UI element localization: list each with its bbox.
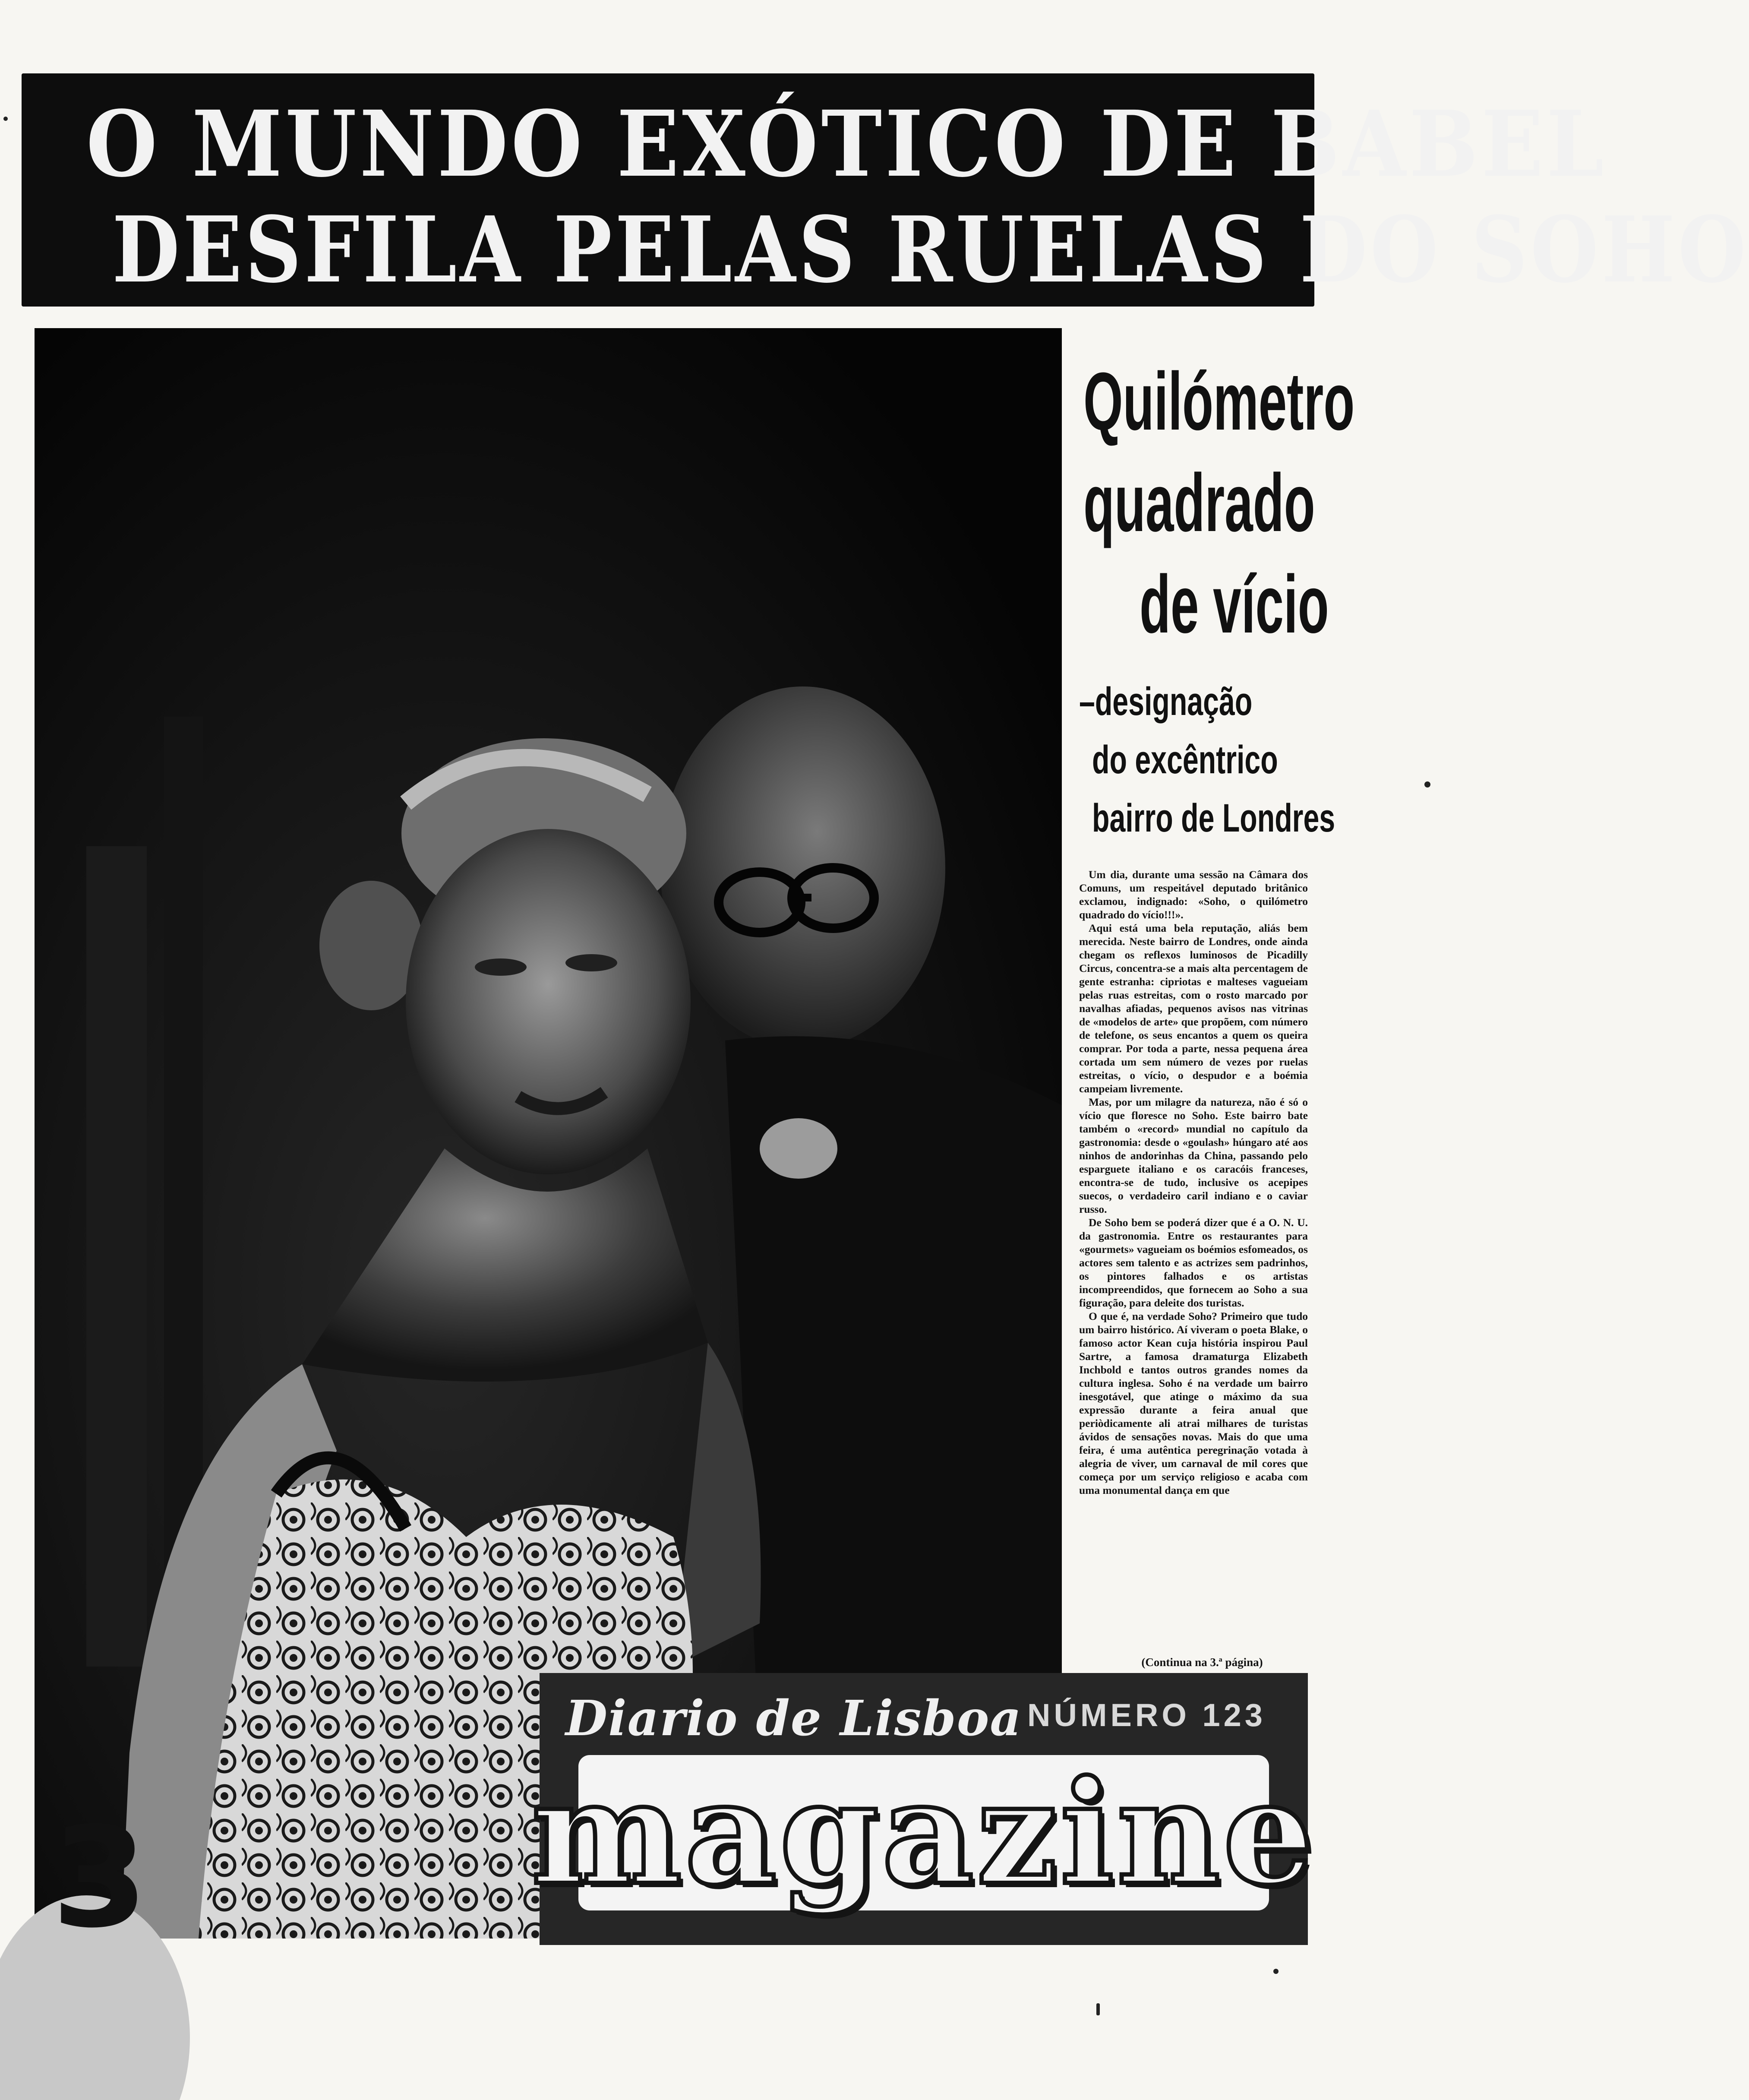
article-paragraph: De Soho bem se poderá dizer que é a O. N. U. da gastronomia. Entre os restaurantes para «gourmets» vagueiam os boémios esfomeados, os actores sem talento e as actrizes sem padrinhos, os pintores falhados e os artistas incompreendidos, que fornecem ao Soho a sua figuração, para deleite dos turistas. [1079, 1216, 1308, 1309]
article-body [1079, 868, 1308, 1497]
subheadline-line-1: Quilómetro [1083, 356, 1355, 447]
section-logo-panel [531, 1749, 1316, 1917]
print-speck [1096, 2003, 1100, 2015]
article-paragraph: Mas, por um milagre da natureza, não é só o vício que floresce no Soho. Este bairro bate também o «record» mundial no capítulo da gastronomia: desde o «goulash» húngaro até aos ninhos de andorinhas da China, passando pelo esparguete italiano e os caracóis franceses, encontra-se de tudo, inclusive os acepipes suecos, o verdadeiro caril indiano e o caviar russo. [1079, 1096, 1308, 1215]
issue-number: NÚMERO 123 [1027, 1697, 1266, 1733]
subheadline-line-5: do excêntrico [1092, 738, 1278, 782]
headline-banner [22, 73, 1749, 307]
magazine-masthead [531, 1673, 1316, 1945]
print-speck [1273, 1969, 1279, 1974]
subheadline-line-4: –designação [1079, 680, 1253, 724]
subheadline-line-6: bairro de Londres [1092, 796, 1335, 840]
subheadline-line-2: quadrado [1083, 457, 1315, 549]
print-speck [3, 117, 8, 121]
continued-note: (Continua na 3.ª página) [1141, 1656, 1263, 1669]
print-speck [1424, 781, 1430, 788]
number-card-digit: 3 [52, 1798, 148, 1958]
article-paragraph: O que é, na verdade Soho? Primeiro que tudo um bairro histórico. Aí viveram o poeta Blake, o famoso actor Kean cuja história inspirou Paul Sartre, a famosa dramaturga Elizabeth Inchbold e tantos outros grandes nomes da cultura inglesa. Soho é na verdade um bairro inesgotável, que atinge o máximo da sua expressão durante a feira anual que periòdicamente ali atrai milhares de turistas ávidos de sensações novas. Mais do que uma feira, é uma autêntica peregrinação votada à alegria de viver, um carnaval de mil cores que começa por um serviço religioso e acaba com uma monumental dança em que [1079, 1310, 1308, 1496]
newspaper-name: Diario de Lisboa [565, 1690, 1022, 1747]
headline-line-1: O MUNDO EXÓTICO DE BABEL [86, 91, 1607, 197]
subheadline-line-3: de vício [1140, 559, 1329, 650]
article-paragraph: Um dia, durante uma sessão na Câmara dos Comuns, um respeitável deputado britânico exclamou, indignado: «Soho, o quilómetro quadrado do vício!!!». [1079, 868, 1308, 921]
article-paragraph: Aqui está uma bela reputação, aliás bem merecida. Neste bairro de Londres, onde ainda chegam os reflexos luminosos de Picadilly Circus, concentra-se a mais alta percentagem de gente estranha: cipriotas e malteses vagueiam pelas ruas estreitas, com o rosto marcado por navalhas afiadas, pequenos avisos nas vitrinas de «modelos de arte» que propõem, com número de telefone, os seus encantos a quem os queira comprar. Por toda a parte, nessa pequena área cortada um sem número de vezes por ruelas estreitas, o vício, o despudor e a boémia campeiam livremente. [1079, 922, 1308, 1095]
headline-line-2: DESFILA PELAS RUELAS DO SOHO [112, 196, 1749, 303]
section-logo-text: magazine [531, 1749, 1316, 1917]
